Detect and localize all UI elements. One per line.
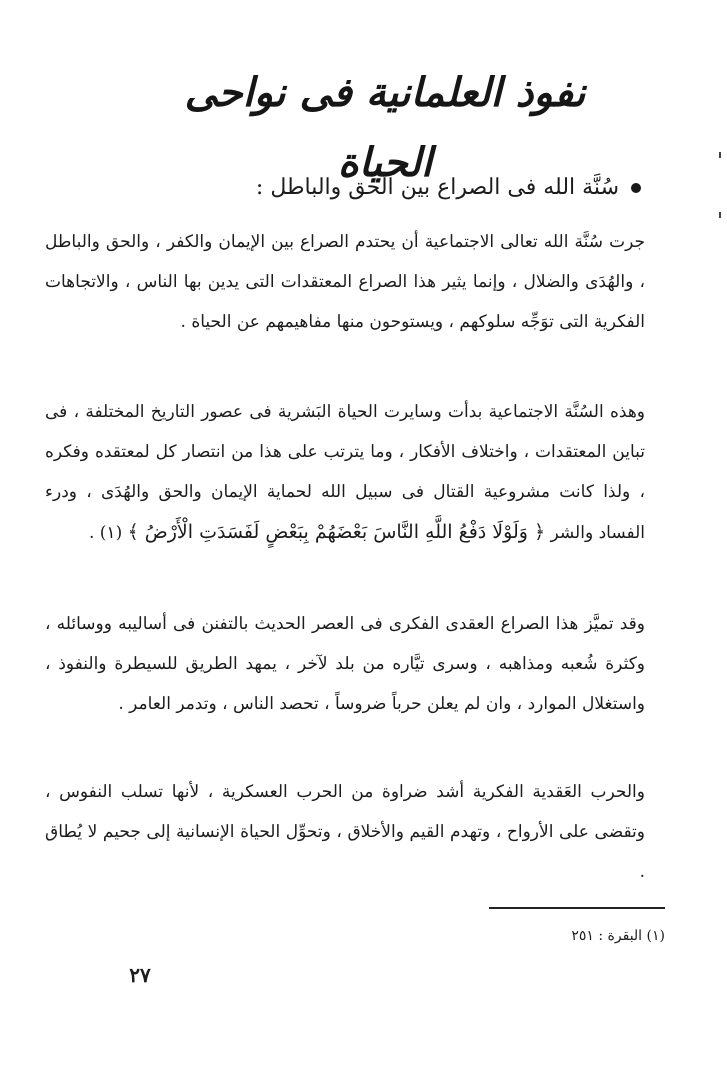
- paragraph-4: والحرب العَقدية الفكرية أشد ضراوة من الحرب العسكرية ، لأنها تسلب النفوس ، وتقضى على الأرواح ، وتهدم القيم والأخلاق ، وتحوِّل الحياة الإنسانية إلى جحيم لا يُطاق .: [45, 782, 645, 882]
- paragraph-2-text: وهذه السُنَّة الاجتماعية بدأت وسايرت الحياة البَشرية فى عصور التاريخ المختلفة ، فى تباين المعتقدات ، واختلاف الأفكار ، وما يترتب على هذا من انتصار كل لمعتقده وفكره ، ولذا كانت مشروعية القتال فى سبيل الله لحماية الإيمان والحق والهُدَى ، ودرء الفساد والشر: [45, 402, 645, 543]
- paragraph-2: [45, 392, 665, 553]
- footnote: (١) البقرة : ٢٥١: [571, 928, 665, 944]
- section-heading-text: سُنَّة الله فى الصراع بين الحق والباطل :: [255, 175, 619, 200]
- page-title: نفوذ العلمانية فى نواحى الحياة: [184, 70, 586, 186]
- footnote-separator: [489, 907, 665, 909]
- scan-artifact: [719, 152, 721, 158]
- paragraph-3: وقد تميَّز هذا الصراع العقدى الفكرى فى العصر الحديث بالتفنن فى أساليبه ووسائله ، وكثرة شُعبه ومذاهبه ، وسرى تيَّاره من بلد لآخر ، يمهد الطريق للسيطرة والنفوذ ، واستغلال الموارد ، وان لم يعلن حرباً ضروساً ، تحصد الناس ، وتدمر العامر .: [45, 614, 645, 714]
- paragraph-1: جرت سُنَّة الله تعالى الاجتماعية أن يحتدم الصراع بين الإيمان والكفر ، والحق والباطل ، والهُدَى والضلال ، وإنما يثير هذا الصراع المعتقدات التى يدين بها الناس ، والاتجاهات الفكرية التى توَجِّه سلوكهم ، ويستوحون منها مفاهيمهم عن الحياة .: [45, 232, 645, 332]
- section-heading: [201, 168, 641, 208]
- bullet-icon: [631, 183, 641, 193]
- quran-reference-mark: (١) .: [88, 523, 123, 543]
- quran-quote: ﴿ وَلَوْلَا دَفْعُ اللَّهِ النَّاسَ بَعْضَهُمْ بِبَعْضٍ لَفَسَدَتِ الْأَرْضُ ﴾: [127, 521, 546, 543]
- scan-artifact: [719, 212, 721, 218]
- page-number: ٢٧: [129, 963, 151, 987]
